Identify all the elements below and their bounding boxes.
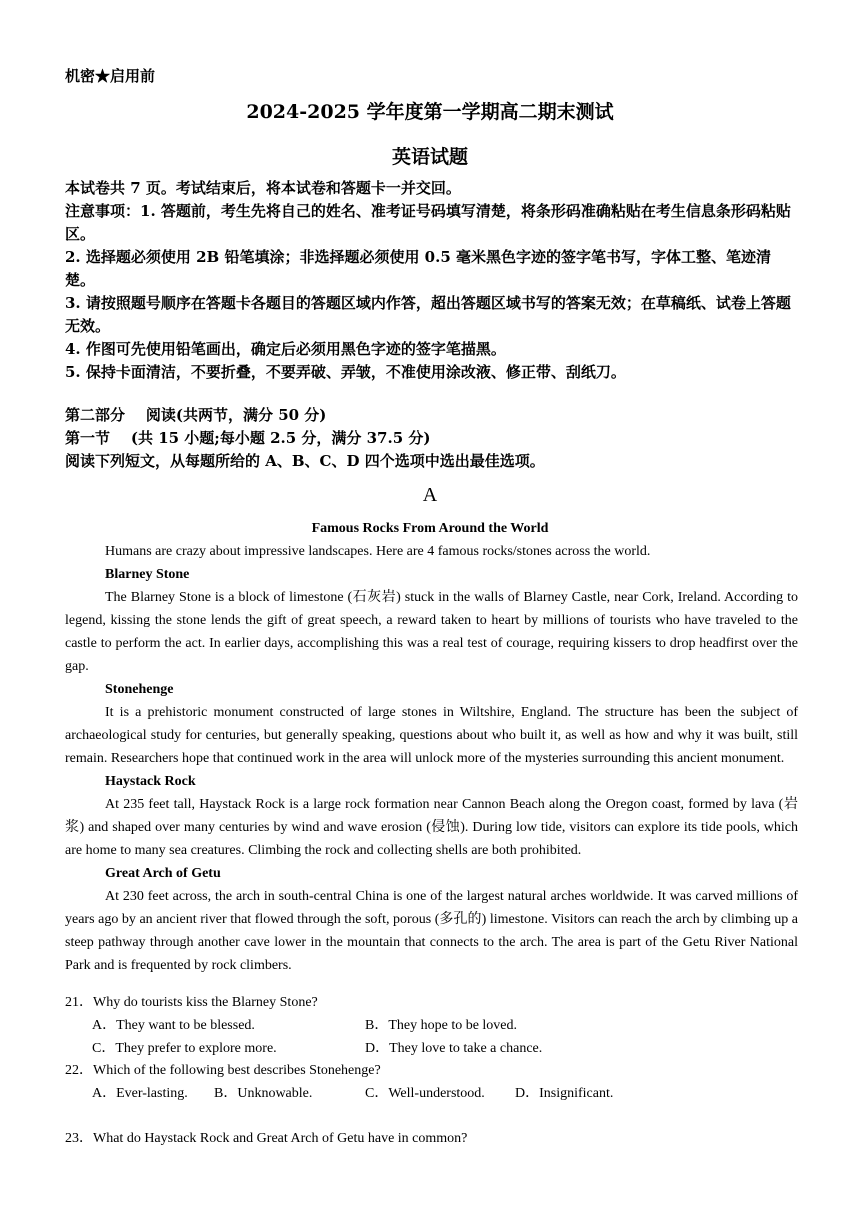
exam-title: 2024-2025 学年度第一学期高二期末测试 [246,101,614,123]
rock-heading-haystack: Haystack Rock [105,774,196,789]
exam-subject: 英语试题 [391,146,468,168]
rock-heading-blarney: Blarney Stone [105,567,190,582]
instruction-note-5: 5. 保持卡面清洁，不要折叠，不要弄破、弄皱，不准使用涂改液、修正带、刮纸刀。 [65,363,626,381]
confidential-mark: 机密★启用前 [65,67,156,85]
instruction-note-1: 注意事项：1. 答题前，考生先将自己的姓名、准考证号码填写清楚，将条形码准确粘贴在考生信息条形码粘贴区。 [65,202,791,243]
question-22-option-b[interactable]: B．Unknowable. [214,1086,313,1101]
passage-intro: Humans are crazy about impressive landscapes. Here are 4 famous rocks/stones across the world. [105,544,651,559]
question-21-option-a[interactable]: A．They want to be blessed. [92,1018,255,1033]
question-21-option-c[interactable]: C．They prefer to explore more. [92,1041,277,1056]
passage-body [65,540,798,977]
rock-heading-getu: Great Arch of Getu [105,866,221,881]
rock-heading-stonehenge: Stonehenge [105,682,174,697]
passage-title: Famous Rocks From Around the World [311,521,549,536]
instructions [65,177,798,384]
question-22-option-c[interactable]: C．Well-understood. [365,1086,485,1101]
question-22-option-d[interactable]: D．Insignificant. [515,1086,614,1101]
section-part-heading: 第二部分 阅读(共两节，满分 50 分) [65,406,327,424]
section-sub-heading: 第一节 (共 15 小题;每小题 2.5 分，满分 37.5 分) [65,429,431,447]
instruction-note-4: 4. 作图可先使用铅笔画出，确定后必须用黑色字迹的签字笔描黑。 [65,340,506,358]
rock-text-blarney: The Blarney Stone is a block of limestone (石灰岩) stuck in the walls of Blarney Castle, near Cork, Ireland. According to legend, kissing the stone lends the gift of great speech, a reward taken to heart by millions of tourists who have traveled to the castle to perform the act. In earlier days, accomplishing this was a real test of courage, requiring kissers to drop headfirst over the gap. [65,590,798,674]
question-22-stem: 22．Which of the following best describes Stonehenge? [65,1063,381,1078]
rock-text-stonehenge: It is a prehistoric monument constructed of large stones in Wiltshire, England. The structure has been the subject of archaeological study for centuries, but generally speaking, questions about who built it, as well as how and why it was built, still remain. Researchers hope that continued work in the area will unlock more of the mysteries surrounding this ancient monument. [65,705,798,766]
question-21-option-d[interactable]: D．They love to take a chance. [365,1041,543,1056]
rock-text-haystack: At 235 feet tall, Haystack Rock is a large rock formation near Cannon Beach along the Oregon coast, formed by lava (岩浆) and shaped over many centuries by wind and wave erosion (侵蚀). During low tide, visitors can explore its tide pools, which are home to many sea creatures. Climbing the rock and collecting shells are both prohibited. [65,797,798,858]
question-22-option-a[interactable]: A．Ever-lasting. [92,1086,188,1101]
instruction-note-2: 2. 选择题必须使用 2B 铅笔填涂；非选择题必须使用 0.5 毫米黑色字迹的签字笔书写，字体工整、笔迹清楚。 [65,248,771,289]
rock-text-getu: At 230 feet across, the arch in south-central China is one of the largest natural arches worldwide. It was carved millions of years ago by an ancient river that flowed through the soft, porous (多孔的) limestone. Visitors can reach the arch by climbing up a steep pathway through another cave lower in the mountain that connects to the arch. The area is part of the Getu River National Park and is frequented by rock climbers. [65,889,798,973]
passage-letter: A [422,484,438,506]
question-21-option-b[interactable]: B．They hope to be loved. [365,1018,518,1033]
section-directions: 阅读下列短文，从每题所给的 A、B、C、D 四个选项中选出最佳选项。 [65,452,545,470]
question-21-stem: 21．Why do tourists kiss the Blarney Stone? [65,995,318,1010]
question-23-stem: 23．What do Haystack Rock and Great Arch of Getu have in common? [65,1131,468,1146]
instruction-intro: 本试卷共 7 页。考试结束后，将本试卷和答题卡一并交回。 [65,179,461,197]
instruction-note-3: 3. 请按照题号顺序在答题卡各题目的答题区域内作答，超出答题区域书写的答案无效；在草稿纸、试卷上答题无效。 [65,294,791,335]
